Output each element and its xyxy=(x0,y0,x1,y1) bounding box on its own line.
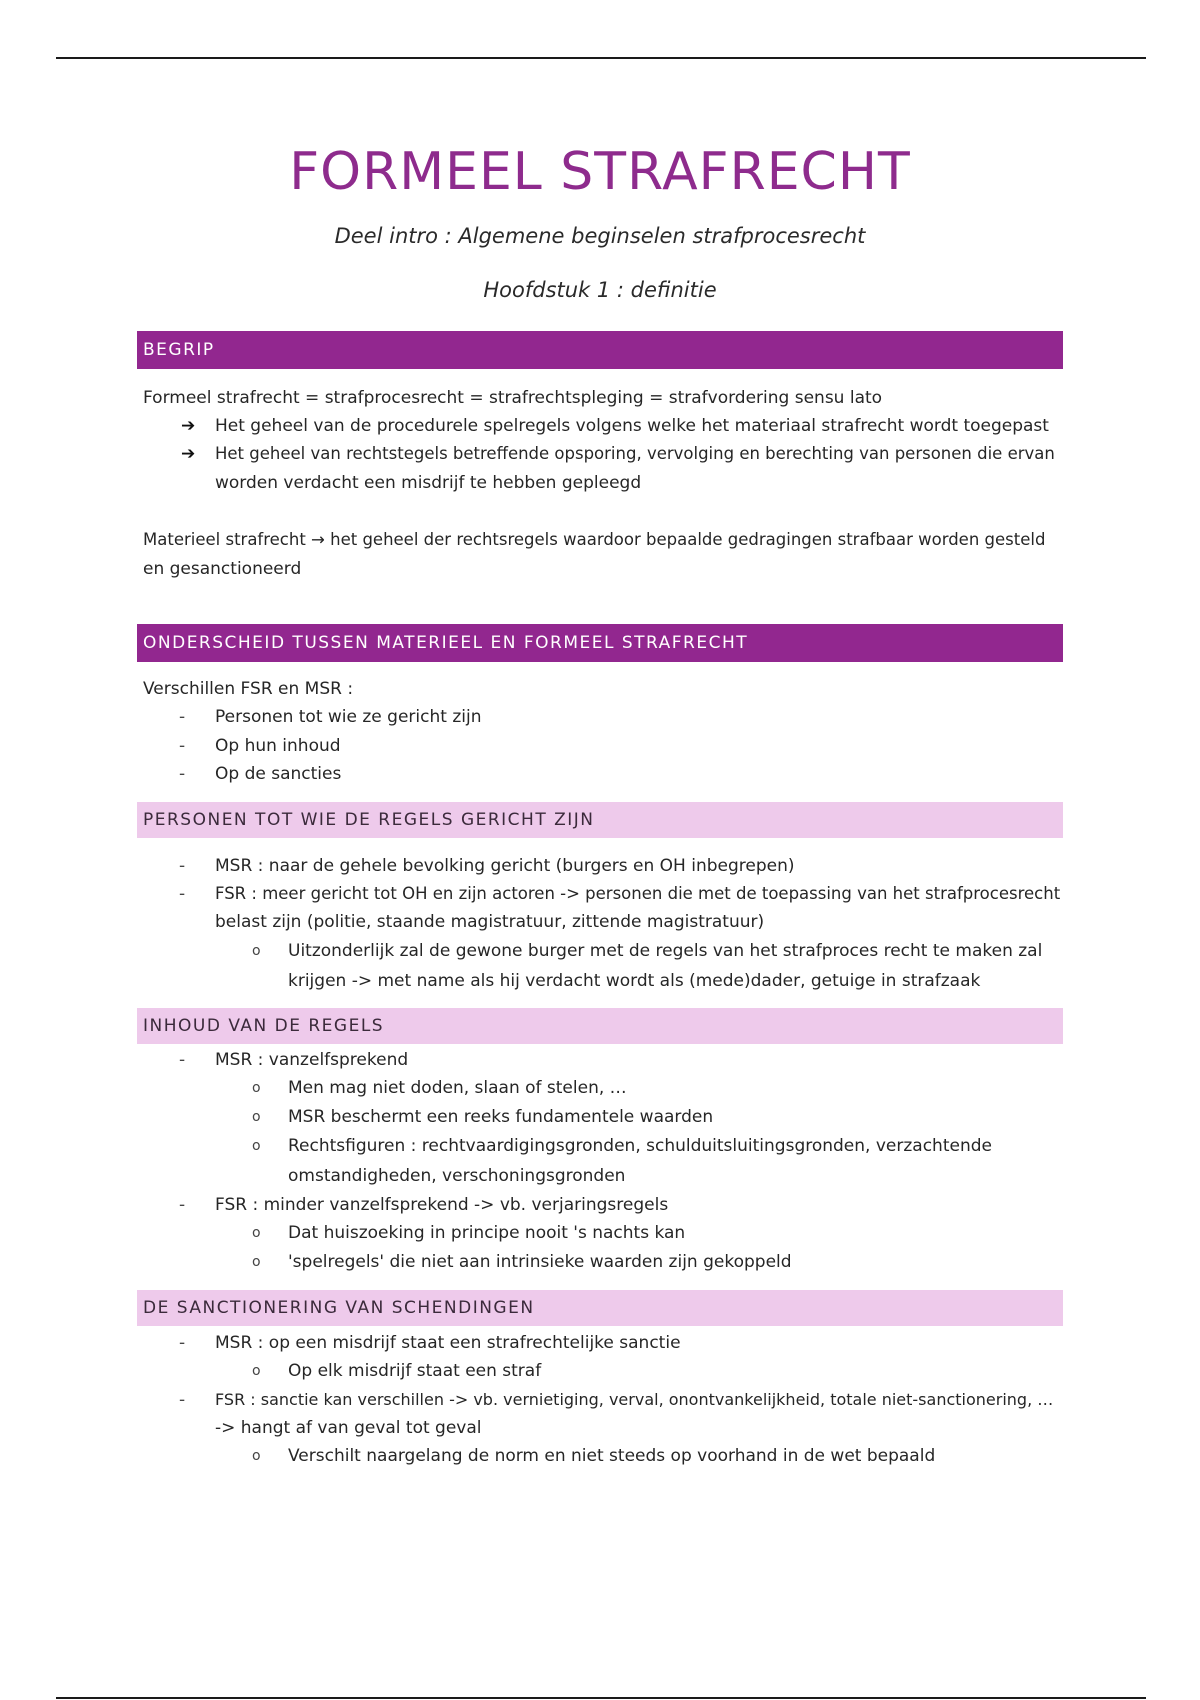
dash-bullet: - xyxy=(179,1195,186,1215)
dash-bullet: - xyxy=(179,1390,186,1410)
document-title: FORMEEL STRAFRECHT xyxy=(289,142,911,202)
subsection-heading-personen: PERSONEN TOT WIE DE REGELS GERICHT ZIJN xyxy=(137,802,1063,838)
subsection-heading-sanctionering: DE SANCTIONERING VAN SCHENDINGEN xyxy=(137,1290,1063,1326)
dash-bullet: - xyxy=(179,1333,186,1353)
begrip-arrow-item: Het geheel van rechtstegels betreffende opsporing, vervolging en berechting van personen die ervan xyxy=(215,444,1055,463)
arrow-bullet-icon: ➔ xyxy=(181,416,196,436)
materieel-definition: Materieel strafrecht → het geheel der rechtsregels waardoor bepaalde gedragingen strafbaar worden gesteld xyxy=(143,530,1046,549)
sub-list-item-cont: krijgen -> met name als hij verdacht wordt als (mede)dader, getuige in strafzaak xyxy=(288,971,981,991)
list-item: MSR : vanzelfsprekend xyxy=(215,1050,409,1070)
subsection-heading-inhoud: INHOUD VAN DE REGELS xyxy=(137,1008,1063,1044)
sub-list-item: Dat huiszoeking in principe nooit 's nachts kan xyxy=(288,1223,686,1243)
circle-bullet: o xyxy=(252,1080,261,1096)
sub-list-item: 'spelregels' die niet aan intrinsieke waarden zijn gekoppeld xyxy=(288,1252,792,1272)
list-item: MSR : op een misdrijf staat een strafrechtelijke sanctie xyxy=(215,1333,681,1353)
begrip-arrow-item: Het geheel van de procedurele spelregels volgens welke het materiaal strafrecht wordt toegepast xyxy=(215,416,1049,436)
sub-list-item: Rechtsfiguren : rechtvaardigingsgronden, schulduitsluitingsgronden, verzachtende xyxy=(288,1136,992,1156)
begrip-intro: Formeel strafrecht = strafprocesrecht = strafrechtspleging = strafvordering sensu lato xyxy=(143,388,883,408)
section-heading-onderscheid: ONDERSCHEID TUSSEN MATERIEEL EN FORMEEL STRAFRECHT xyxy=(137,624,1063,662)
arrow-bullet-icon: ➔ xyxy=(181,444,196,464)
sub-list-item: Verschilt naargelang de norm en niet steeds op voorhand in de wet bepaald xyxy=(288,1446,936,1466)
list-item: Op hun inhoud xyxy=(215,736,341,756)
circle-bullet: o xyxy=(252,943,261,959)
dash-bullet: - xyxy=(179,736,186,756)
list-item-cont: belast zijn (politie, staande magistratuur, zittende magistratuur) xyxy=(215,912,765,932)
sub-list-item: Op elk misdrijf staat een straf xyxy=(288,1361,542,1381)
list-item: MSR : naar de gehele bevolking gericht (burgers en OH inbegrepen) xyxy=(215,856,795,876)
dash-bullet: - xyxy=(179,1050,186,1070)
dash-bullet: - xyxy=(179,764,186,784)
list-item: FSR : meer gericht tot OH en zijn actoren -> personen die met de toepassing van het strafprocesrecht xyxy=(215,884,1061,903)
begrip-arrow-item-cont: worden verdacht een misdrijf te hebben gepleegd xyxy=(215,473,642,493)
list-item: FSR : minder vanzelfsprekend -> vb. verjaringsregels xyxy=(215,1195,669,1215)
dash-bullet: - xyxy=(179,707,186,727)
document-subtitle: Deel intro : Algemene beginselen strafprocesrecht xyxy=(334,224,866,248)
sub-list-item: Uitzonderlijk zal de gewone burger met de regels van het strafproces recht te maken zal xyxy=(288,941,1043,961)
sub-list-item: MSR beschermt een reeks fundamentele waarden xyxy=(288,1107,714,1127)
circle-bullet: o xyxy=(252,1109,261,1125)
circle-bullet: o xyxy=(252,1363,261,1379)
chapter-title: Hoofdstuk 1 : definitie xyxy=(483,278,717,302)
section-heading-begrip: BEGRIP xyxy=(137,331,1063,369)
onderscheid-intro: Verschillen FSR en MSR : xyxy=(143,679,354,699)
list-item: FSR : sanctie kan verschillen -> vb. vernietiging, verval, onontvankelijkheid, totale niet-sanctionering, … xyxy=(215,1390,1054,1409)
dash-bullet: - xyxy=(179,884,186,904)
top-rule xyxy=(56,57,1146,59)
circle-bullet: o xyxy=(252,1138,261,1154)
circle-bullet: o xyxy=(252,1448,261,1464)
circle-bullet: o xyxy=(252,1225,261,1241)
circle-bullet: o xyxy=(252,1254,261,1270)
list-item-cont: -> hangt af van geval tot geval xyxy=(215,1418,482,1438)
sub-list-item-cont: omstandigheden, verschoningsgronden xyxy=(288,1166,626,1186)
materieel-definition-cont: en gesanctioneerd xyxy=(143,559,302,579)
list-item: Personen tot wie ze gericht zijn xyxy=(215,707,482,727)
dash-bullet: - xyxy=(179,856,186,876)
bottom-rule xyxy=(56,1697,1146,1699)
list-item: Op de sancties xyxy=(215,764,342,784)
sub-list-item: Men mag niet doden, slaan of stelen, … xyxy=(288,1078,627,1098)
